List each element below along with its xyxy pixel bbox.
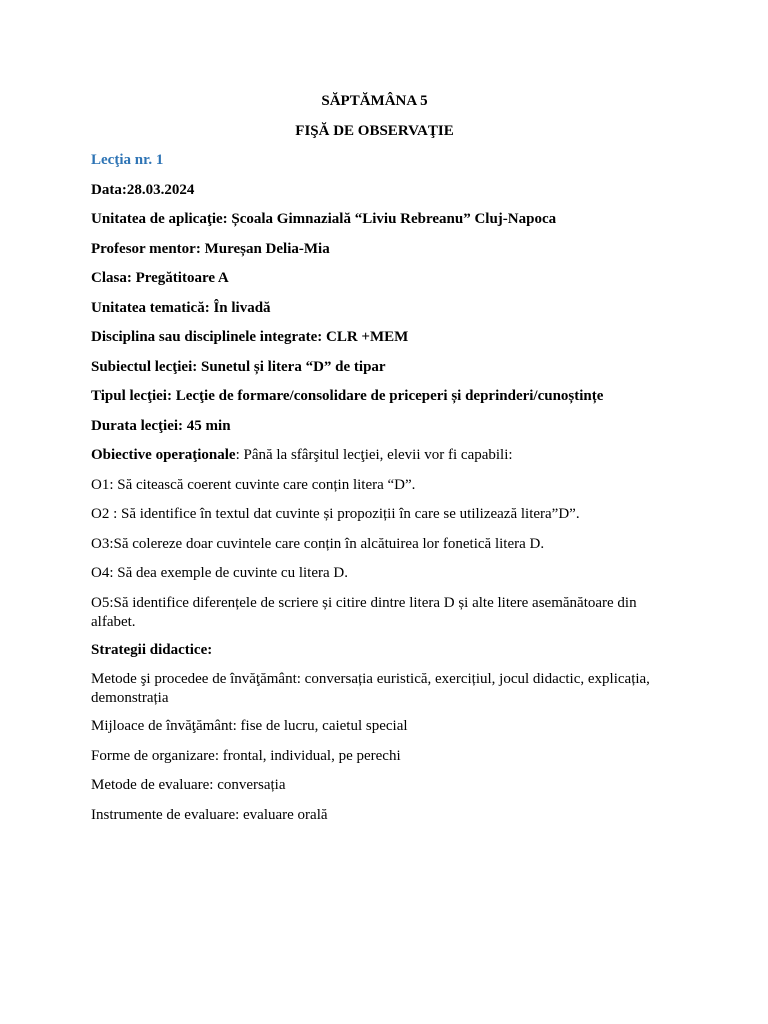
week-title: SĂPTĂMÂNA 5 xyxy=(321,93,428,109)
lesson-date: Data:28.03.2024 xyxy=(91,181,195,198)
teaching-methods: Metode şi procedee de învăţământ: conversația euristică, exercițiul, jocul didactic, explicația, demonstrația xyxy=(91,671,650,706)
lesson-type: Tipul lecţiei: Lecţie de formare/consolidare de priceperi și deprinderi/cunoștințe xyxy=(91,388,604,404)
objective-item: O5:Să identifice diferențele de scriere și citire dintre litera D și alte litere asemănătoare din alfabet. xyxy=(91,594,637,630)
class-name: Clasa: Pregătitoare A xyxy=(91,270,229,286)
lesson-duration: Durata lecţiei: 45 min xyxy=(91,417,231,434)
sheet-title: FIŞĂ DE OBSERVAŢIE xyxy=(295,122,454,139)
objectives-label: Obiective operaţionale xyxy=(91,447,236,463)
objectives-intro: : Până la sfârşitul lecţiei, elevii vor fi capabili: xyxy=(235,447,513,463)
evaluation-tools: Instrumente de evaluare: evaluare orală xyxy=(91,806,328,823)
integrated-disciplines: Disciplina sau disciplinele integrate: CLR +MEM xyxy=(91,329,409,345)
objective-item: O4: Să dea exemple de cuvinte cu litera D. xyxy=(91,565,348,581)
objective-item: O3:Să colereze doar cuvintele care conțin în alcătuirea lor fonetică litera D. xyxy=(91,535,545,552)
objectives-heading xyxy=(91,446,658,465)
mentor-teacher: Profesor mentor: Mureșan Delia-Mia xyxy=(91,240,330,257)
strategies-heading: Strategii didactice: xyxy=(91,641,213,658)
lesson-subject: Subiectul lecţiei: Sunetul și litera “D” de tipar xyxy=(91,358,386,375)
thematic-unit: Unitatea tematică: În livadă xyxy=(91,299,271,316)
objective-item: O2 : Să identifice în textul dat cuvinte și propoziții în care se utilizează litera”D”. xyxy=(91,506,580,522)
teaching-means: Mijloace de învăţământ: fise de lucru, caietul special xyxy=(91,718,408,734)
organization-forms: Forme de organizare: frontal, individual, pe perechi xyxy=(91,747,401,764)
evaluation-methods: Metode de evaluare: conversația xyxy=(91,777,286,793)
application-unit: Unitatea de aplicaţie: Școala Gimnazială “Liviu Rebreanu” Cluj-Napoca xyxy=(91,211,557,227)
lesson-number: Lecţia nr. 1 xyxy=(91,152,164,168)
objective-item: O1: Să citească coerent cuvinte care conțin litera “D”. xyxy=(91,476,416,493)
